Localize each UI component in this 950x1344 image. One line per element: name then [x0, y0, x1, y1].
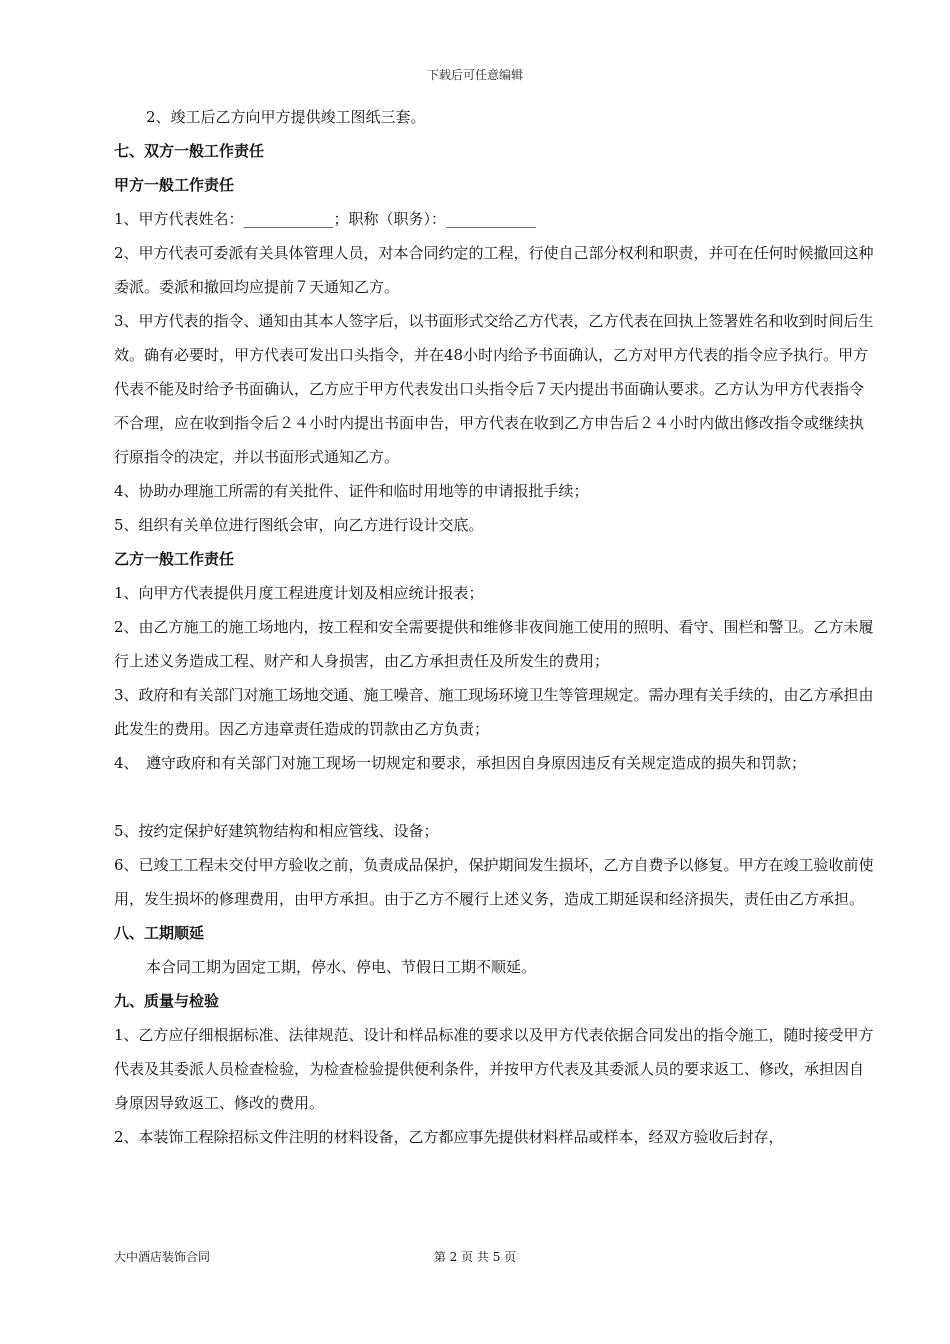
clause-a3: 3、甲方代表的指令、通知由其本人签字后，以书面形式交给乙方代表，乙方代表在回执上签署姓名和收到时间后生效。确有必要时，甲方代表可发出口头指令，并在48小时内给予书面确认，乙方对甲方代表的指令应予执行。甲方代表不能及时给予书面确认，乙方应于甲方代表发出口头指令后７天内提出书面确认要求。乙方认为甲方代表指令不合理，应在收到指令后２４小时内提出书面申告，甲方代表在收到乙方申告后２４小时内做出修改指令或继续执行原指令的决定，并以书面形式通知乙方。 [114, 312, 874, 466]
clause-b1: 1、向甲方代表提供月度工程进度计划及相应统计报表； [114, 584, 484, 602]
header-note: 下载后可任意编辑 [426, 68, 523, 82]
section-heading-9: 九、质量与检验 [114, 992, 220, 1010]
clause-b6: 6、已竣工工程未交付甲方验收之前，负责成品保护，保护期间发生损坏，乙方自费予以修复。甲方在竣工验收前使用，发生损坏的修理费用，由甲方承担。由于乙方不履行上述义务，造成工期延误和经济损失，责任由乙方承担。 [114, 856, 874, 908]
clause-d2: 2、本装饰工程除招标文件注明的材料设备，乙方都应事先提供材料样品或样本，经双方验收后封存， [114, 1128, 784, 1146]
footer-page-number: 第 2 页 共 5 页 [433, 1250, 517, 1264]
clause-b5: 5、按约定保护好建筑物结构和相应管线、设备； [114, 822, 439, 840]
paragraph-completion-drawings: 2、竣工后乙方向甲方提供竣工图纸三套。 [146, 108, 426, 126]
blank-line [114, 780, 874, 814]
subheading-party-a: 甲方一般工作责任 [114, 176, 235, 194]
section-heading-8: 八、工期顺延 [114, 924, 205, 942]
clause-b2: 2、由乙方施工的施工场地内，按工程和安全需要提供和维修非夜间施工使用的照明、看守、围栏和警卫。乙方未履行上述义务造成工程、财产和人身损害，由乙方承担责任及所发生的费用； [114, 618, 874, 670]
clause-a2: 2、甲方代表可委派有关具体管理人员，对本合同约定的工程，行使自己部分权利和职责，并可在任何时候撤回这种委派。委派和撤回均应提前７天通知乙方。 [114, 244, 874, 296]
footer-document-title: 大中酒店装饰合同 [114, 1250, 211, 1264]
section-heading-7: 七、双方一般工作责任 [114, 142, 265, 160]
subheading-party-b: 乙方一般工作责任 [114, 550, 235, 568]
clause-a1: 1、甲方代表姓名：____________；职称（职务）：____________ [114, 210, 537, 228]
clause-d1: 1、乙方应仔细根据标准、法律规范、设计和样品标准的要求以及甲方代表依据合同发出的指令施工，随时接受甲方代表及其委派人员检查检验，为检查检验提供便利条件，并按甲方代表及其委派人员的要求返工、修改，承担因自身原因导致返工、修改的费用。 [114, 1026, 874, 1112]
clause-b4: 4、 遵守政府和有关部门对施工现场一切规定和要求，承担因自身原因违反有关规定造成的损失和罚款； [114, 754, 807, 772]
document-body [114, 100, 874, 1154]
clause-b3: 3、政府和有关部门对施工场地交通、施工噪音、施工现场环境卫生等管理规定。需办理有关手续的，由乙方承担由此发生的费用。因乙方违章责任造成的罚款由乙方负责； [114, 686, 874, 738]
clause-a5: 5、组织有关单位进行图纸会审，向乙方进行设计交底。 [114, 516, 484, 534]
clause-c1: 本合同工期为固定工期，停水、停电、节假日工期不顺延。 [146, 958, 537, 976]
clause-a4: 4、协助办理施工所需的有关批件、证件和临时用地等的申请报批手续； [114, 482, 589, 500]
